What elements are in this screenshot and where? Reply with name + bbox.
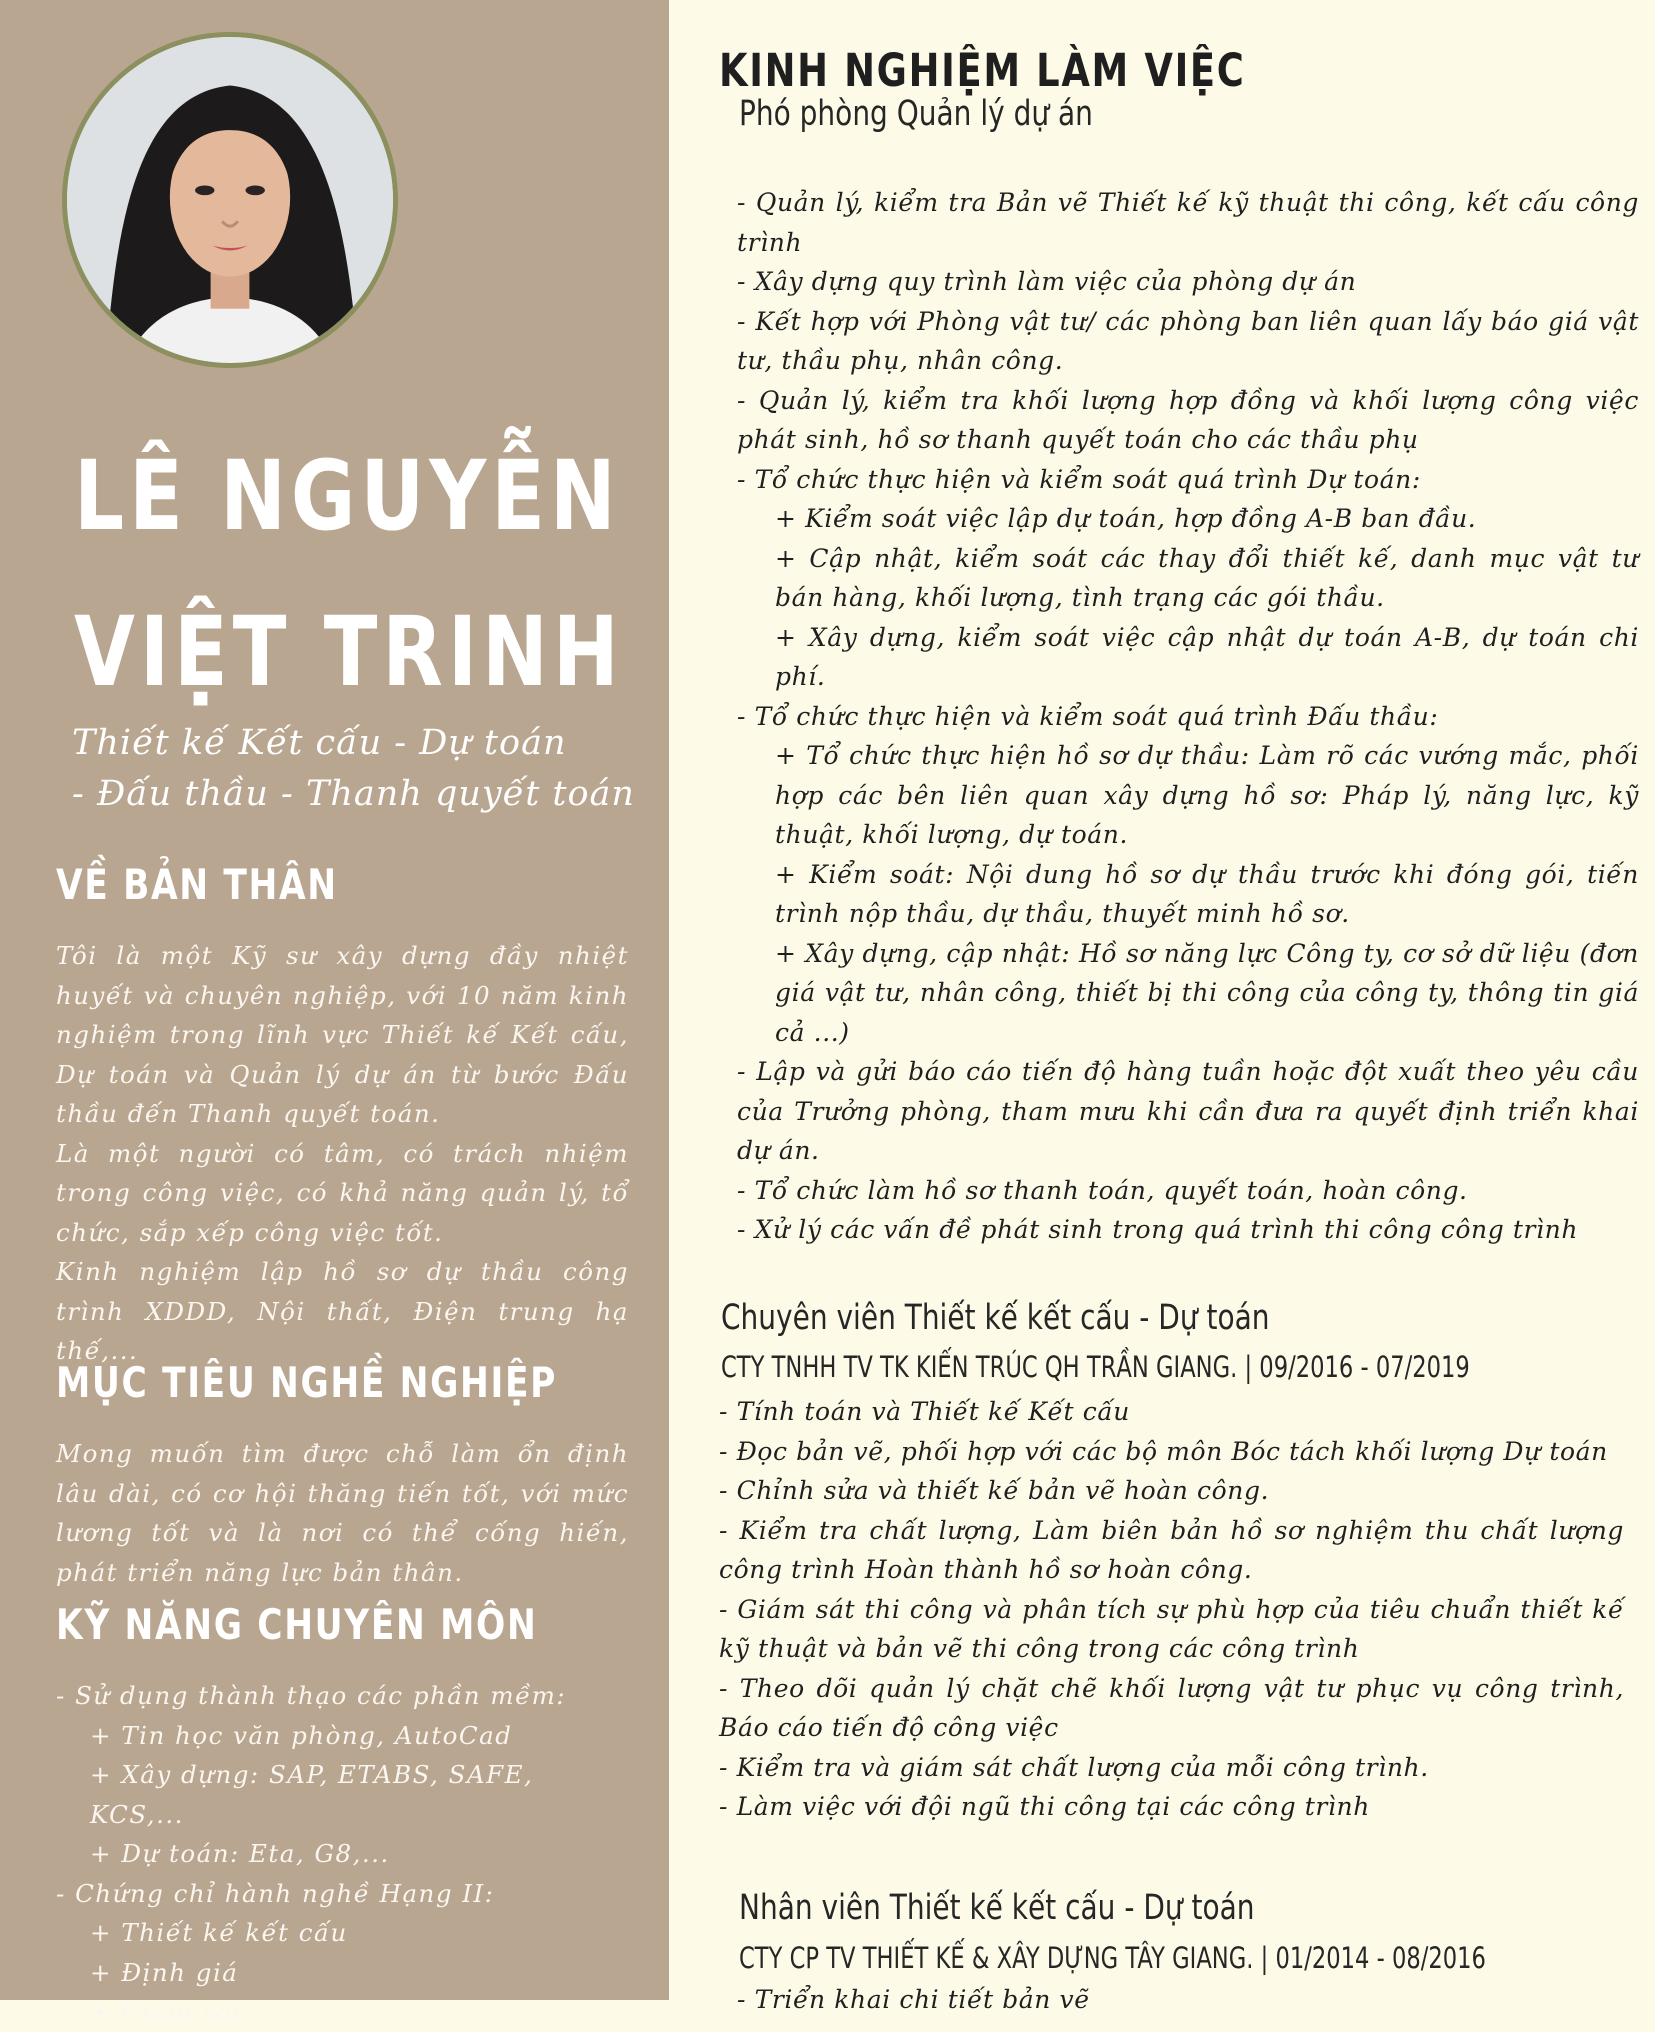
duty-item: + Cập nhật, kiểm soát các thay đổi thiết kế, danh mục vật tư bán hàng, khối lượng, tình trạng các gói thầu. [775,543,1639,612]
duty-item: - Lập và gửi báo cáo tiến độ hàng tuần hoặc đột xuất theo yêu cầu của Trưởng phòng, tham mưu khi cần đưa ra quyết định triển khai dự án. [737,1057,1639,1165]
duty-item: - Xây dựng quy trình làm việc của phòng dự án [737,267,1357,296]
about-paragraph: Tôi là một Kỹ sư xây dựng đầy nhiệt huyết và chuyên nghiệp, với 10 năm kinh nghiệm trong lĩnh vực Thiết kế Kết cấu, Dự toán và Quản lý dự án từ bước Đấu thầu đến Thanh quyết toán. [56,941,629,1128]
job-company: CTY TNHH TV TK KIẾN TRÚC QH TRẦN GIANG. | 09/2016 - 07/2019 [721,1350,1470,1384]
skill-item: - Sử dụng thành thạo các phần mềm: [56,1681,567,1710]
duty-item: - Tổ chức làm hồ sơ thanh toán, quyết toán, hoàn công. [737,1175,1468,1205]
duty-item: - Quản lý, kiểm tra Bản vẽ Thiết kế kỹ thuật thi công, kết cấu công trình [737,188,1639,257]
duty-item: - Tổ chức thực hiện và kiểm soát quá trình Dự toán: [737,464,1421,494]
duty-item: - Đọc bản vẽ, phối hợp với các bộ môn Bóc tách khối lượng Dự toán [719,1436,1608,1466]
duty-item: - Làm việc với đội ngũ thi công tại các công trình [719,1792,1370,1821]
job-duties [719,1392,1624,1827]
skill-item: + Giám sát [90,1997,244,2026]
job-title: Chuyên viên Thiết kế kết cấu - Dự toán [721,1298,1270,1338]
job-duties [737,183,1639,1250]
skill-item: + Dự toán: Eta, G8,... [90,1839,390,1868]
duty-item: - Quản lý, kiểm tra khối lượng hợp đồng và khối lượng công việc phát sinh, hồ sơ thanh quyết toán cho các thầu phụ [737,385,1639,454]
profile-photo [62,32,398,368]
duty-item: - Chỉnh sửa và thiết kế bản vẽ hoàn công. [719,1476,1270,1505]
profession-tagline [72,718,672,820]
main-content [669,0,1655,2014]
tagline-line-1: Thiết kế Kết cấu - Dự toán [72,723,567,763]
objective-text [56,1434,629,1592]
objective-paragraph: Mong muốn tìm được chỗ làm ổn định lâu dài, có cơ hội thăng tiến tốt, với mức lương tốt và là nơi có thể cống hiến, phát triển năng lực bản thân. [56,1439,629,1587]
duty-item: + Xây dựng, kiểm soát việc cập nhật dự toán A-B, dự toán chi phí. [775,622,1639,691]
objective-heading: MỤC TIÊU NGHỀ NGHIỆP [56,1358,558,1407]
duty-item: - Theo dõi quản lý chặt chẽ khối lượng vật tư phục vụ công trình, Báo cáo tiến độ công việc [719,1673,1624,1742]
portrait-image [67,37,393,363]
job-title: Phó phòng Quản lý dự án [739,94,1093,134]
duty-item: - Giám sát thi công và phân tích sự phù hợp của tiêu chuẩn thiết kế kỹ thuật và bản vẽ thi công trong các công trình [719,1594,1624,1663]
duty-item: + Tổ chức thực hiện hồ sơ dự thầu: Làm rõ các vướng mắc, phối hợp các bên liên quan xây dựng hồ sơ: Pháp lý, năng lực, kỹ thuật, khối lượng, dự toán. [775,741,1639,849]
duty-item: - Tính toán và Thiết kế Kết cấu [719,1397,1130,1426]
skill-item: + Thiết kế kết cấu [90,1918,348,1947]
duty-item: - Triển khai chi tiết bản vẽ [737,1985,1090,2014]
skills-list [56,1676,629,2032]
full-name [74,418,624,730]
duty-item: + Kiểm soát: Nội dung hồ sơ dự thầu trước khi đóng gói, tiến trình nộp thầu, dự thầu, thuyết minh hồ sơ. [775,859,1639,928]
name-line-2: VIỆT TRINH [74,596,624,708]
duty-item: - Kết hợp với Phòng vật tư/ các phòng ban liên quan lấy báo giá vật tư, thầu phụ, nhân công. [737,306,1639,375]
about-text [56,936,629,1371]
duty-item: - Tổ chức thực hiện và kiểm soát quá trình Đấu thầu: [737,701,1439,731]
about-paragraph: Kinh nghiệm lập hồ sơ dự thầu công trình XDDD, Nội thất, Điện trung hạ thế,... [56,1257,629,1365]
duty-item: + Xây dựng, cập nhật: Hồ sơ năng lực Công ty, cơ sở dữ liệu (đơn giá vật tư, nhân công, thiết bị thi công của công ty, thông tin giá cả ...) [775,938,1639,1047]
about-paragraph: Là một người có tâm, có trách nhiệm trong công việc, có khả năng quản lý, tổ chức, sắp xếp công việc tốt. [56,1138,629,1247]
job-company: CTY CP TV THIẾT KẾ & XÂY DỰNG TÂY GIANG. | 01/2014 - 08/2016 [739,1941,1486,1975]
sidebar [0,0,669,2026]
skill-item: + Định giá [90,1957,239,1987]
skill-item: + Xây dựng: SAP, ETABS, SAFE, KCS,... [90,1760,534,1829]
duty-item: - Kiểm tra chất lượng, Làm biên bản hồ sơ nghiệm thu chất lượng công trình Hoàn thành hồ sơ hoàn công. [719,1515,1624,1584]
duty-item: - Xử lý các vấn đề phát sinh trong quá trình thi công công trình [737,1215,1579,1244]
skill-item: + Tin học văn phòng, AutoCad [90,1720,513,1750]
experience-heading: KINH NGHIỆM LÀM VIỆC [719,44,1246,97]
duty-item: - Kiểm tra và giám sát chất lượng của mỗi công trình. [719,1752,1429,1782]
name-line-1: LÊ NGUYỄN [74,440,621,552]
duty-item: + Kiểm soát việc lập dự toán, hợp đồng A-B ban đầu. [775,504,1477,533]
skill-item: - Chứng chỉ hành nghề Hạng II: [56,1878,495,1908]
skills-heading: KỸ NĂNG CHUYÊN MÔN [56,1600,538,1649]
job-title: Nhân viên Thiết kế kết cấu - Dự toán [739,1888,1255,1928]
tagline-line-2: - Đấu thầu - Thanh quyết toán [72,774,635,814]
about-heading: VỀ BẢN THÂN [56,860,338,909]
